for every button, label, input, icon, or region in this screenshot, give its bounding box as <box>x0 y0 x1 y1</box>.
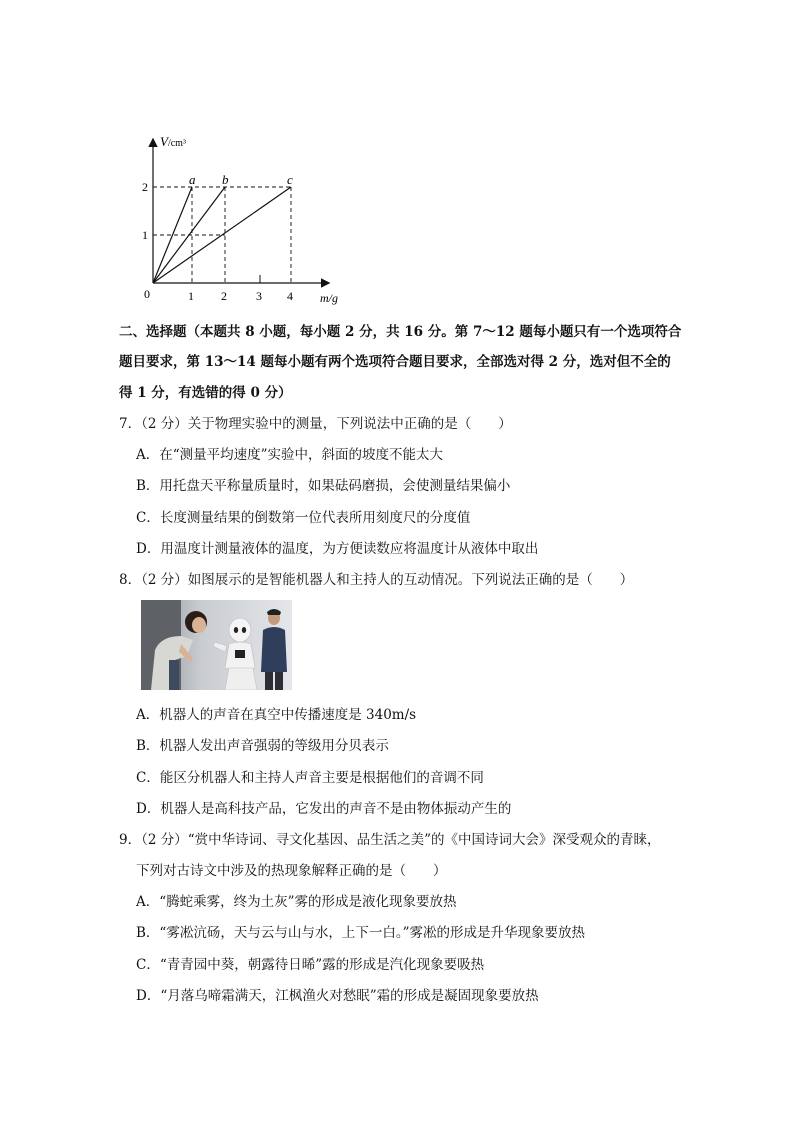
question-8-option-b: B．机器人发出声音强弱的等级用分贝表示 <box>136 738 389 754</box>
question-8-stem: 8．（2 分）如图展示的是智能机器人和主持人的互动情况。下列说法正确的是（ ） <box>119 572 634 588</box>
question-9-option-c: C．“青青园中葵，朝露待日晞”露的形成是汽化现象要吸热 <box>136 957 485 973</box>
question-9-option-a: A．“腾蛇乘雾，终为土灰”雾的形成是液化现象要放热 <box>136 894 457 910</box>
y-axis-label: V/cm³ <box>160 134 186 149</box>
question-8-option-d: D．机器人是高科技产品，它发出的声音不是由物体振动产生的 <box>136 801 512 817</box>
section-heading-line2: 题目要求，第 13～14 题每小题有两个选项符合题目要求，全部选对得 2 分，选对但不全的 <box>119 354 671 370</box>
volume-mass-graph <box>140 130 360 310</box>
line-c <box>153 187 291 283</box>
question-8-option-c: C．能区分机器人和主持人声音主要是根据他们的音调不同 <box>136 770 484 786</box>
x-tick-label: 1 <box>188 289 194 303</box>
section-heading-line1: 二、选择题（本题共 8 小题，每小题 2 分，共 16 分。第 7～12 题每小题只有一个选项符合 <box>119 324 682 340</box>
question-9-stem-line2: 下列对古诗文中涉及的热现象解释正确的是（ ） <box>136 863 447 879</box>
question-7-option-d: D．用温度计测量液体的温度，为方便读数应将温度计从液体中取出 <box>136 541 539 557</box>
question-7-option-b: B．用托盘天平称量质量时，如果砝码磨损，会使测量结果偏小 <box>136 478 511 494</box>
question-7-stem: 7．（2 分）关于物理实验中的测量，下列说法中正确的是（ ） <box>119 416 512 432</box>
robot-host-photo <box>141 600 292 690</box>
x-tick-label: 3 <box>256 289 262 303</box>
question-9-option-d: D．“月落乌啼霜满天，江枫渔火对愁眠”霜的形成是凝固现象要放热 <box>136 988 539 1004</box>
question-9-stem-line1: 9．（2 分）“赏中华诗词、寻文化基因、品生活之美”的《中国诗词大会》深受观众的青睐， <box>119 832 661 848</box>
question-7-option-c: C．长度测量结果的倒数第一位代表所用刻度尺的分度值 <box>136 510 471 526</box>
x-tick-label: 2 <box>221 289 227 303</box>
line-label-a: a <box>189 172 196 187</box>
x-axis-label: m/g <box>320 291 338 305</box>
line-a <box>153 187 192 283</box>
y-tick-label: 1 <box>142 228 148 242</box>
line-label-c: c <box>287 172 293 187</box>
section-heading-line3: 得 1 分，有选错的得 0 分） <box>119 385 292 401</box>
question-7-option-a: A．在“测量平均速度”实验中，斜面的坡度不能太大 <box>136 447 444 463</box>
question-9-option-b: B．“雾凇沆砀，天与云与山与水，上下一白。”雾凇的形成是升华现象要放热 <box>136 925 585 941</box>
y-tick-label: 2 <box>142 180 148 194</box>
line-label-b: b <box>222 172 229 187</box>
x-tick-label: 4 <box>287 289 293 303</box>
question-8-option-a: A．机器人的声音在真空中传播速度是 340m/s <box>136 707 417 723</box>
origin-label: 0 <box>144 287 150 301</box>
